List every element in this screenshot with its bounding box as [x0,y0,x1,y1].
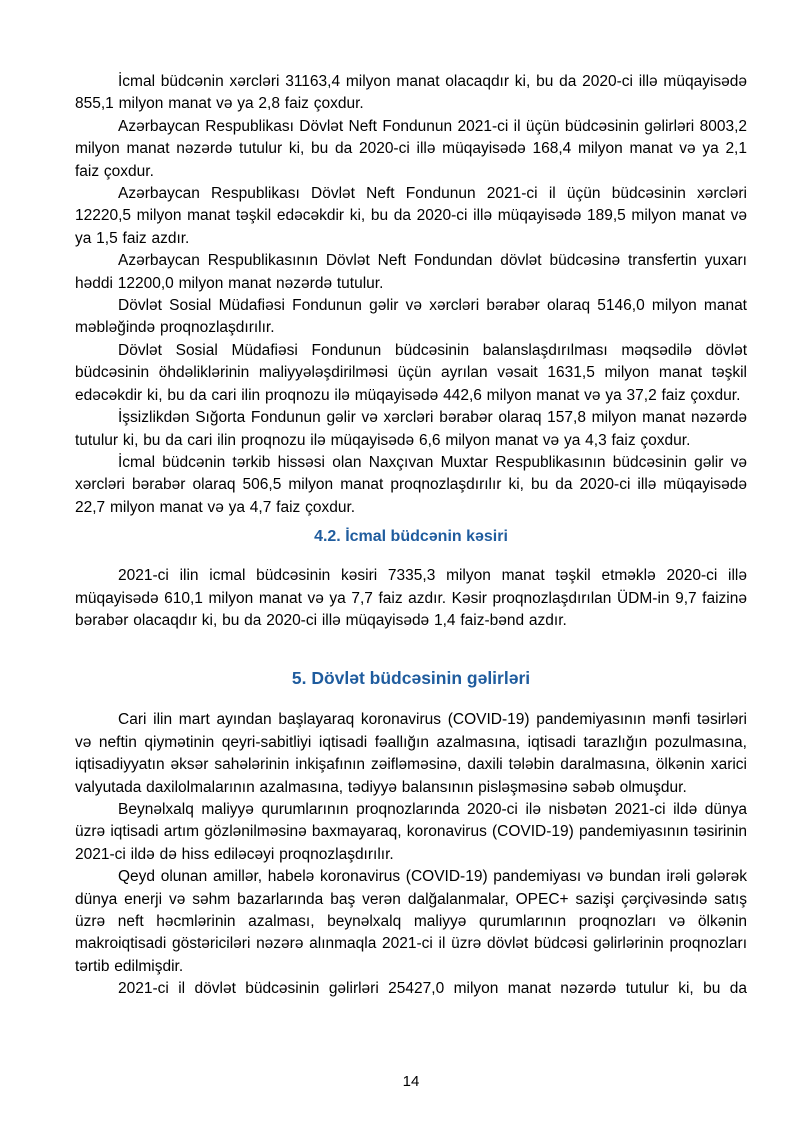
paragraph-7: İşsizlikdən Sığorta Fondunun gəlir və xərcləri bərabər olaraq 157,8 milyon manat nəzərdə tutulur ki, bu da cari ilin proqnozu ilə müqayisədə 6,6 milyon manat və ya 4,3 faiz çoxdur. [75,409,747,449]
paragraph-1: İcmal büdcənin xərcləri 31163,4 milyon manat olacaqdır ki, bu da 2020-ci illə müqayisədə 855,1 milyon manat və ya 2,8 faiz çoxdur. [75,73,747,113]
paragraph-13: 2021-ci il dövlət büdcəsinin gəlirləri 25427,0 milyon manat nəzərdə tutulur ki, bu da [118,980,747,998]
paragraph-6: Dövlət Sosial Müdafiəsi Fondunun büdcəsinin balanslaşdırılması məqsədilə dövlət büdcəsinin öhdəliklərinin maliyyələşdirilməsi üçün ayrılan vəsait 1631,5 milyon manat təşkil edəcəkdir ki, bu da cari ilin proqnozu ilə müqayisədə 442,6 milyon manat və ya 37,2 faiz çoxdur. [75,341,747,404]
paragraph-11: Beynəlxalq maliyyə qurumlarının proqnozlarında 2020-ci ilə nisbətən 2021-ci ildə dünya üzrə iqtisadi artım gözlənilməsinə baxmayaraq, koronavirus (COVID-19) pandemiyasının təsirinin 2021-ci ildə də hiss ediləcəyi proqnozlaşdırılır. [75,800,747,863]
paragraph-12: Qeyd olunan amillər, habelə koronavirus (COVID-19) pandemiyası və bundan irəli gələrək dünya enerji və səhm bazarlarında baş verən dalğalanmalar, OPEC+ sazişi çərçivəsində satış üzrə neft həcmlərinin azalması, beynəlxalq maliyyə qurumlarının proqnozları və ölkənin makroiqtisadi göstəriciləri nəzərə alınmaqla 2021-ci il üzrə dövlət büdcəsi gəlirlərinin proqnozları tərtib edilmişdir. [75,868,747,975]
paragraph-8: İcmal büdcənin tərkib hissəsi olan Naxçıvan Muxtar Respublikasının büdcəsinin gəlir və xərcləri bərabər olaraq 506,5 milyon manat proqnozlaşdırılır ki, bu da 2020-ci illə müqayisədə 22,7 milyon manat və ya 4,7 faiz çoxdur. [75,453,747,516]
paragraph-9: 2021-ci ilin icmal büdcəsinin kəsiri 7335,3 milyon manat təşkil etməklə 2020-ci illə müqayisədə 610,1 milyon manat və ya 7,7 faiz azdır. Kəsir proqnozlaşdırılan ÜDM-in 9,7 faizinə bərabər olacaqdır ki, bu da 2020-ci illə müqayisədə 1,4 faiz-bənd azdır. [75,567,747,629]
paragraph-2: Azərbaycan Respublikası Dövlət Neft Fondunun 2021-ci il üçün büdcəsinin gəlirləri 8003,2 milyon manat nəzərdə tutulur ki, bu da 2020-ci illə müqayisədə 168,4 milyon manat və ya 2,1 faiz çoxdur. [75,117,747,180]
page-number: 14 [402,1073,420,1090]
paragraph-10: Cari ilin mart ayından başlayaraq koronavirus (COVID-19) pandemiyasının mənfi təsirləri və neftin qiymətinin qeyri-sabitliyi iqtisadi fəallığın azalmasına, iqtisadi tarazlığın pozulmasına, iqtisadiyyatın əksər sahələrinin inkişafının zəifləməsinə, daxili tələbin daralmasına, ölkənin xarici valyutada daxilolmalarının azalmasına, tədiyyə balansının pisləşməsinə səbəb olmuşdur. [75,711,747,796]
paragraph-3: Azərbaycan Respublikası Dövlət Neft Fondunun 2021-ci il üçün büdcəsinin xərcləri 12220,5 milyon manat təşkil edəcəkdir ki, bu da 2020-ci illə müqayisədə 189,5 milyon manat və ya 1,5 faiz azdır. [75,185,747,247]
paragraph-4: Azərbaycan Respublikasının Dövlət Neft Fondundan dövlət büdcəsinə transfertin yuxarı həddi 12200,0 milyon manat nəzərdə tutulur. [75,252,747,292]
paragraph-5: Dövlət Sosial Müdafiəsi Fondunun gəlir və xərcləri bərabər olaraq 5146,0 milyon manat məbləğində proqnozlaşdırılır. [75,297,747,337]
heading-section-5: 5. Dövlət büdcəsinin gəlirləri [291,668,531,689]
heading-section-4-2: 4.2. İcmal büdcənin kəsiri [314,528,508,546]
